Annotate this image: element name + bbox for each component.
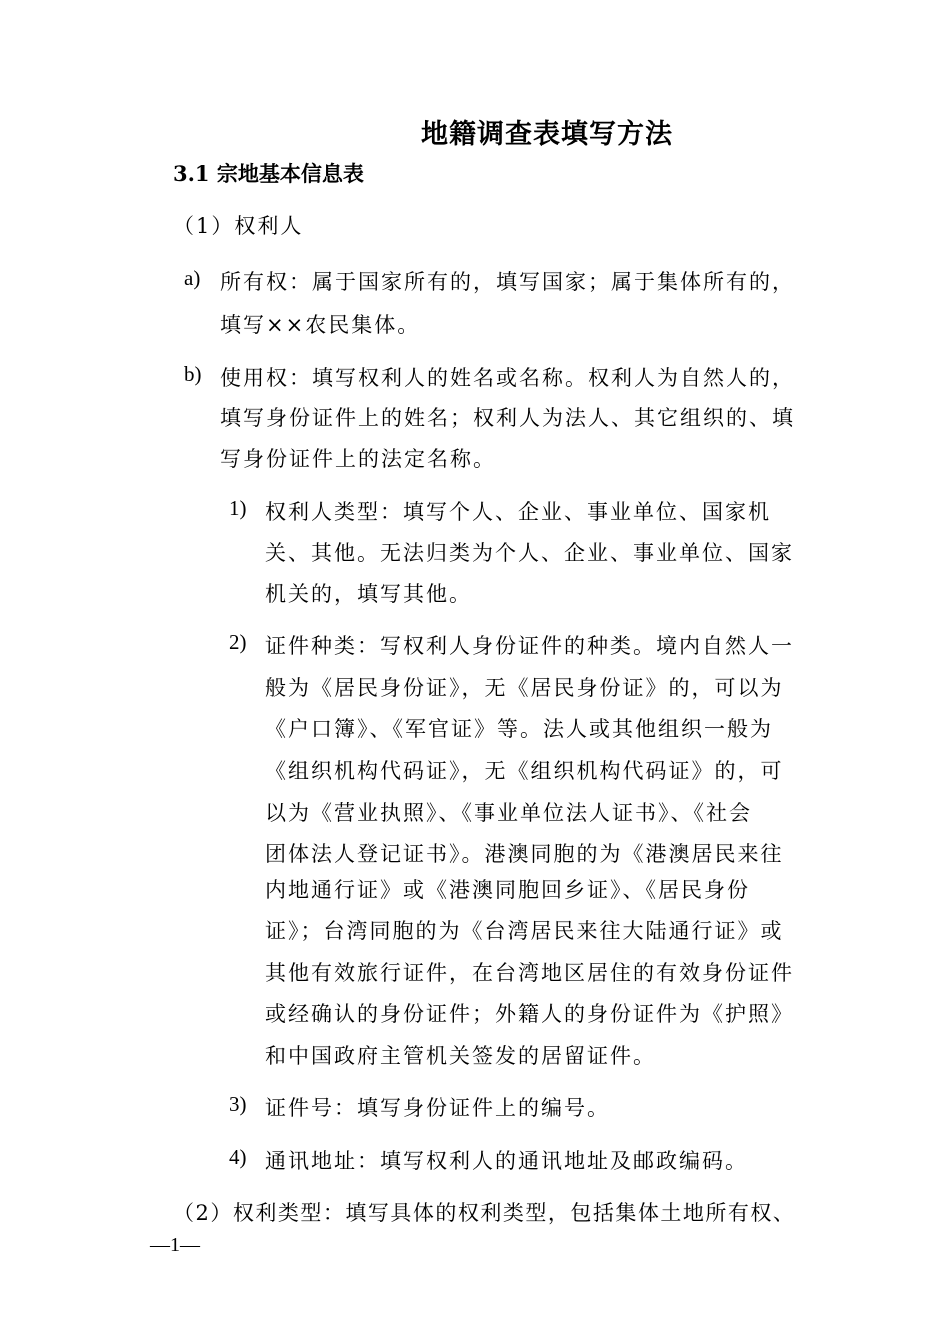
list-item-line: 填写××农民集体。 [220, 313, 421, 337]
list-marker: 1) [229, 496, 247, 520]
list-item-line: 使用权：填写权利人的姓名或名称。权利人为自然人的， [220, 366, 795, 390]
list-marker: b) [184, 362, 202, 386]
list-marker: 2) [229, 630, 247, 654]
list-item-line: 写身份证件上的法定名称。 [220, 447, 496, 471]
list-marker: 4) [229, 1145, 247, 1169]
list-item-line: 所有权：属于国家所有的，填写国家；属于集体所有的， [220, 270, 795, 294]
subsection-heading-1: （1）权利人 [173, 214, 304, 238]
list-marker: a) [184, 266, 201, 290]
list-item-line: 《组织机构代码证》，无《组织机构代码证》的，可 [265, 759, 784, 783]
page-number: —1— [150, 1234, 200, 1256]
page-title: 地籍调查表填写方法 [421, 119, 673, 150]
section-heading: 3.1 宗地基本信息表 [173, 161, 364, 186]
list-item-line: 以为《营业执照》、《事业单位法人证书》、《社会 [265, 801, 752, 825]
list-item-line: 权利人类型：填写个人、企业、事业单位、国家机 [265, 500, 771, 524]
list-item-line: 证》；台湾同胞的为《台湾居民来往大陆通行证》或 [265, 919, 784, 943]
list-item-line: 机关的，填写其他。 [265, 582, 472, 606]
list-item-line: 团体法人登记证书》。港澳同胞的为《港澳居民来往 [265, 842, 784, 866]
list-item-line: 内地通行证》或《港澳同胞回乡证》、《居民身份 [265, 878, 750, 902]
list-item-line: 证件种类：写权利人身份证件的种类。境内自然人一 [265, 634, 794, 658]
list-item-line: 或经确认的身份证件；外籍人的身份证件为《护照》 [265, 1002, 794, 1026]
list-marker: 3) [229, 1092, 247, 1116]
list-item-line: 和中国政府主管机关签发的居留证件。 [265, 1044, 656, 1068]
list-item-line: 其他有效旅行证件，在台湾地区居住的有效身份证件 [265, 961, 794, 985]
list-item-line: 通讯地址：填写权利人的通讯地址及邮政编码。 [265, 1149, 748, 1173]
list-item-line: 《户口簿》、《军官证》等。法人或其他组织一般为 [265, 717, 773, 741]
list-item-line: 关、其他。无法归类为个人、企业、事业单位、国家 [265, 541, 794, 565]
list-item-line: 般为《居民身份证》，无《居民身份证》的，可以为 [265, 676, 784, 700]
subsection-heading-2: （2）权利类型：填写具体的权利类型，包括集体土地所有权、 [173, 1201, 796, 1225]
list-item-line: 填写身份证件上的姓名；权利人为法人、其它组织的、填 [220, 406, 795, 430]
list-item-line: 证件号：填写身份证件上的编号。 [265, 1096, 610, 1120]
